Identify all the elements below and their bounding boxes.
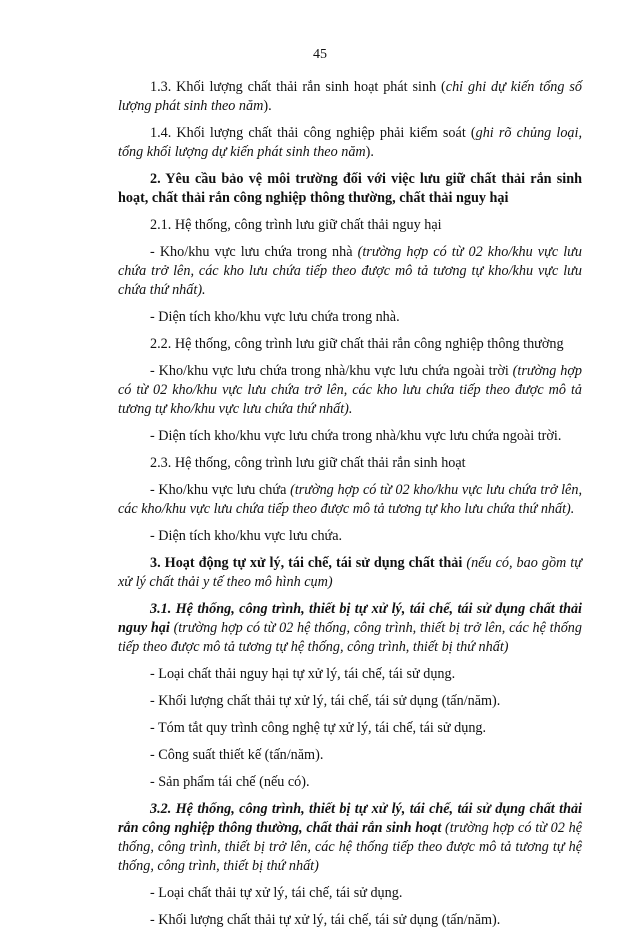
item-note: (trường hợp có từ 02 kho/khu vực lưu chứa trở lên, các kho lưu chứa tiếp theo được mô tả tương tự kho/khu vực lưu chứa thứ nhất). [118, 363, 582, 417]
item-3-1-products: - Sản phẩm tái chế (nếu có). [150, 774, 310, 790]
item-3-1-capacity: - Công suất thiết kế (tấn/năm). [150, 747, 324, 763]
subheading-3-2 [118, 800, 582, 876]
heading-section-3 [118, 554, 582, 592]
item-2-1-area: - Diện tích kho/khu vực lưu chứa trong nhà. [150, 309, 400, 325]
subheading-note: (trường hợp có từ 02 hệ thống, công trình, thiết bị trở lên, các hệ thống tiếp theo được mô tả tương tự hệ thống, công trình, thiết bị thứ nhất) [118, 620, 582, 655]
subheading-text: 3.2. Hệ thống, công trình, thiết bị tự xử lý, tái chế, tái sử dụng chất thải rắn công nghiệp thông thường, chất thải rắn sinh hoạt [118, 801, 582, 836]
item-text: - Kho/khu vực lưu chứa trong nhà/khu vực lưu chứa ngoài trời [150, 363, 513, 379]
item-2-1-storage [118, 243, 582, 300]
heading-note: (nếu có, bao gồm tự xử lý chất thải y tế theo mô hình cụm) [118, 555, 582, 590]
item-2-3-area: - Diện tích kho/khu vực lưu chứa. [150, 528, 343, 544]
item-3-1-volume: - Khối lượng chất thải tự xử lý, tái chế, tái sử dụng (tấn/năm). [150, 693, 501, 709]
heading-text: 3. Hoạt động tự xử lý, tái chế, tái sử dụng chất thải [150, 555, 463, 571]
subheading-note: (trường hợp có từ 02 hệ thống, công trình, thiết bị trở lên, các hệ thống tiếp theo được mô tả tương tự hệ thống, công trình, thiết bị thứ nhất) [118, 820, 582, 874]
item-text: - Kho/khu vực lưu chứa trong nhà [150, 244, 358, 260]
paragraph-note: ghi rõ chủng loại, tổng khối lượng dự kiến phát sinh theo năm [118, 125, 582, 160]
paragraph-1-3 [118, 78, 582, 116]
subheading-2-3: 2.3. Hệ thống, công trình lưu giữ chất thải rắn sinh hoạt [150, 455, 466, 471]
paragraph-text: 1.4. Khối lượng chất thải công nghiệp phải kiểm soát ( [150, 125, 476, 141]
subheading-text: 3.1. Hệ thống, công trình, thiết bị tự xử lý, tái chế, tái sử dụng chất thải nguy hại [118, 601, 582, 636]
item-note: (trường hợp có từ 02 kho/khu vực lưu chứa trở lên, các kho lưu chứa tiếp theo được mô tả tương tự kho/khu vực lưu chứa thứ nhất). [118, 244, 583, 298]
page-number: 45 [313, 47, 327, 62]
heading-section-2: 2. Yêu cầu bảo vệ môi trường đối với việc lưu giữ chất thải rắn sinh hoạt, chất thải rắn công nghiệp thông thường, chất thải nguy hại [118, 171, 582, 206]
item-3-2-volume: - Khối lượng chất thải tự xử lý, tái chế, tái sử dụng (tấn/năm). [150, 912, 501, 928]
item-text: - Kho/khu vực lưu chứa [150, 482, 291, 498]
item-note: (trường hợp có từ 02 kho/khu vực lưu chứa trở lên, các kho/khu vực lưu chứa tiếp theo được mô tả tương tự kho lưu chứa thứ nhất). [118, 482, 582, 517]
subheading-3-1 [118, 600, 582, 657]
item-2-2-storage [118, 362, 582, 419]
subheading-2-2: 2.2. Hệ thống, công trình lưu giữ chất thải rắn công nghiệp thông thường [150, 336, 564, 352]
item-3-2-type: - Loại chất thải tự xử lý, tái chế, tái sử dụng. [150, 885, 403, 901]
document-body [118, 78, 582, 938]
paragraph-1-4 [118, 124, 582, 162]
subheading-2-1: 2.1. Hệ thống, công trình lưu giữ chất thải nguy hại [150, 217, 442, 233]
item-2-3-storage [118, 481, 582, 519]
paragraph-text-end: ). [263, 98, 272, 114]
item-3-1-type: - Loại chất thải nguy hại tự xử lý, tái chế, tái sử dụng. [150, 666, 456, 682]
item-3-1-process: - Tóm tắt quy trình công nghệ tự xử lý, tái chế, tái sử dụng. [150, 720, 487, 736]
paragraph-note: chỉ ghi dự kiến tổng số lượng phát sinh theo năm [118, 79, 582, 114]
item-2-2-area: - Diện tích kho/khu vực lưu chứa trong nhà/khu vực lưu chứa ngoài trời. [150, 428, 562, 444]
paragraph-text: 1.3. Khối lượng chất thải rắn sinh hoạt phát sinh ( [150, 79, 446, 95]
paragraph-text-end: ). [365, 144, 374, 160]
